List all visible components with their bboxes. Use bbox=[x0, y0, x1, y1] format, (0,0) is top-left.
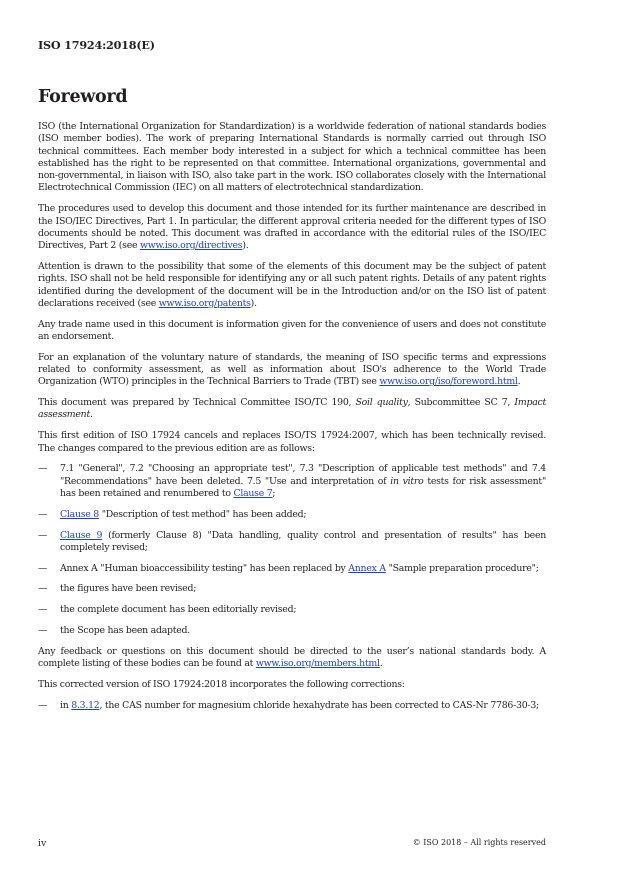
paragraph-procedures: The procedures used to develop this document and those intended for its further maintenance are described in the ISO/IEC Directives, Part 1. In particular, the different approval criteria needed for the different types of ISO documents should be noted. This document was drafted in accordance with the editorial rules of the ISO/IEC Directives, Part 2 (see www.iso.org/directives). bbox=[38, 203, 546, 252]
list-item: — Annex A "Human bioaccessibility testing" has been replaced by Annex A "Sample preparation procedure"; bbox=[38, 562, 539, 574]
paragraph-patents: Attention is drawn to the possibility that some of the elements of this document may be the subject of patent rights. ISO shall not be held responsible for identifying any or all such patent rights. Details of any patent rights identified during the development of the document will be in the Introduction and/or on the ISO list of patent declarations received (see www.iso.org/patents). bbox=[38, 260, 546, 309]
dash-bullet: — bbox=[38, 583, 48, 595]
link-patents[interactable]: www.iso.org/patents bbox=[158, 297, 251, 309]
dash-bullet: — bbox=[38, 699, 48, 711]
list-item: — Clause 9 (formerly Clause 8) "Data handling, quality control and presentation of results" has been completely revised; bbox=[38, 529, 547, 553]
link-clause-7[interactable]: Clause 7 bbox=[233, 487, 273, 499]
dash-bullet: — bbox=[38, 508, 48, 520]
list-item: — the Scope has been adapted. bbox=[38, 625, 190, 636]
list-item: — Clause 8 "Description of test method" has been added; bbox=[38, 508, 307, 520]
paragraph-edition: This first edition of ISO 17924 cancels and replaces ISO/TS 17924:2007, which has been technically revised. The changes compared to the previous edition are as follows: bbox=[38, 430, 546, 454]
link-foreword[interactable]: www.iso.org/iso/foreword.html bbox=[379, 376, 518, 388]
dash-bullet: — bbox=[38, 625, 48, 636]
link-directives[interactable]: www.iso.org/directives bbox=[140, 240, 243, 252]
list-item: — in 8.3.12, the CAS number for magnesium chloride hexahydrate has been corrected to CAS-Nr 7786-30-3; bbox=[38, 699, 539, 711]
page-footer bbox=[38, 838, 546, 849]
paragraph-trade-name: Any trade name used in this document is information given for the convenience of users and does not constitute an endorsement. bbox=[38, 318, 546, 342]
list-item: — 7.1 "General", 7.2 "Choosing an appropriate test", 7.3 "Description of applicable test methods" and 7.4 "Recommendations" have been deleted. 7.5 "Use and interpretation of in vitro tests for risk assessment" has been retained and renumbered to Clause 7; bbox=[38, 463, 546, 499]
dash-bullet: — bbox=[38, 529, 48, 541]
list-item: — the figures have been revised; bbox=[38, 583, 197, 595]
page-title: Foreword bbox=[38, 87, 128, 107]
paragraph-committee: This document was prepared by Technical Committee ISO/TC 190, Soil quality, Subcommittee SC 7, Impact assessment. bbox=[38, 397, 547, 421]
link-clause-8[interactable]: Clause 8 bbox=[60, 508, 99, 520]
dash-bullet: — bbox=[38, 604, 48, 616]
dash-bullet: — bbox=[38, 463, 48, 475]
page-number: iv bbox=[38, 838, 47, 849]
link-clause-9[interactable]: Clause 9 bbox=[60, 529, 103, 541]
paragraph-corrected-version: This corrected version of ISO 17924:2018 incorporates the following corrections: bbox=[38, 678, 405, 690]
paragraph-feedback: Any feedback or questions on this document should be directed to the user’s national standards body. A complete listing of these bodies can be found at www.iso.org/members.html. bbox=[38, 645, 546, 670]
dash-bullet: — bbox=[38, 562, 48, 574]
paragraph-voluntary-nature: For an explanation of the voluntary nature of standards, the meaning of ISO specific terms and expressions related to conformity assessment, as well as information about ISO's adherence to the World Trade Organization (WTO) principles in the Technical Barriers to Trade (TBT) see www.iso.org/iso/foreword.html. bbox=[38, 351, 546, 388]
link-8-3-12[interactable]: 8.3.12 bbox=[71, 699, 100, 711]
foreword-body bbox=[38, 121, 546, 720]
link-annex-a[interactable]: Annex A bbox=[348, 562, 386, 574]
copyright-notice: © ISO 2018 – All rights reserved bbox=[412, 838, 546, 847]
paragraph-iso-intro: ISO (the International Organization for Standardization) is a worldwide federation of national standards bodies (ISO member bodies). The work of preparing International Standards is normally carried out through ISO technical committees. Each member body interested in a subject for which a technical committee has been established has the right to be represented on that committee. International organizations, governmental and non-governmental, in liaison with ISO, also take part in the work. ISO collaborates closely with the International Electrotechnical Commission (IEC) on all matters of electrotechnical standardization. bbox=[38, 121, 546, 194]
link-members[interactable]: www.iso.org/members.html bbox=[255, 658, 380, 670]
list-item: — the complete document has been editorially revised; bbox=[38, 604, 297, 616]
document-id-header: ISO 17924:2018(E) bbox=[38, 38, 155, 52]
